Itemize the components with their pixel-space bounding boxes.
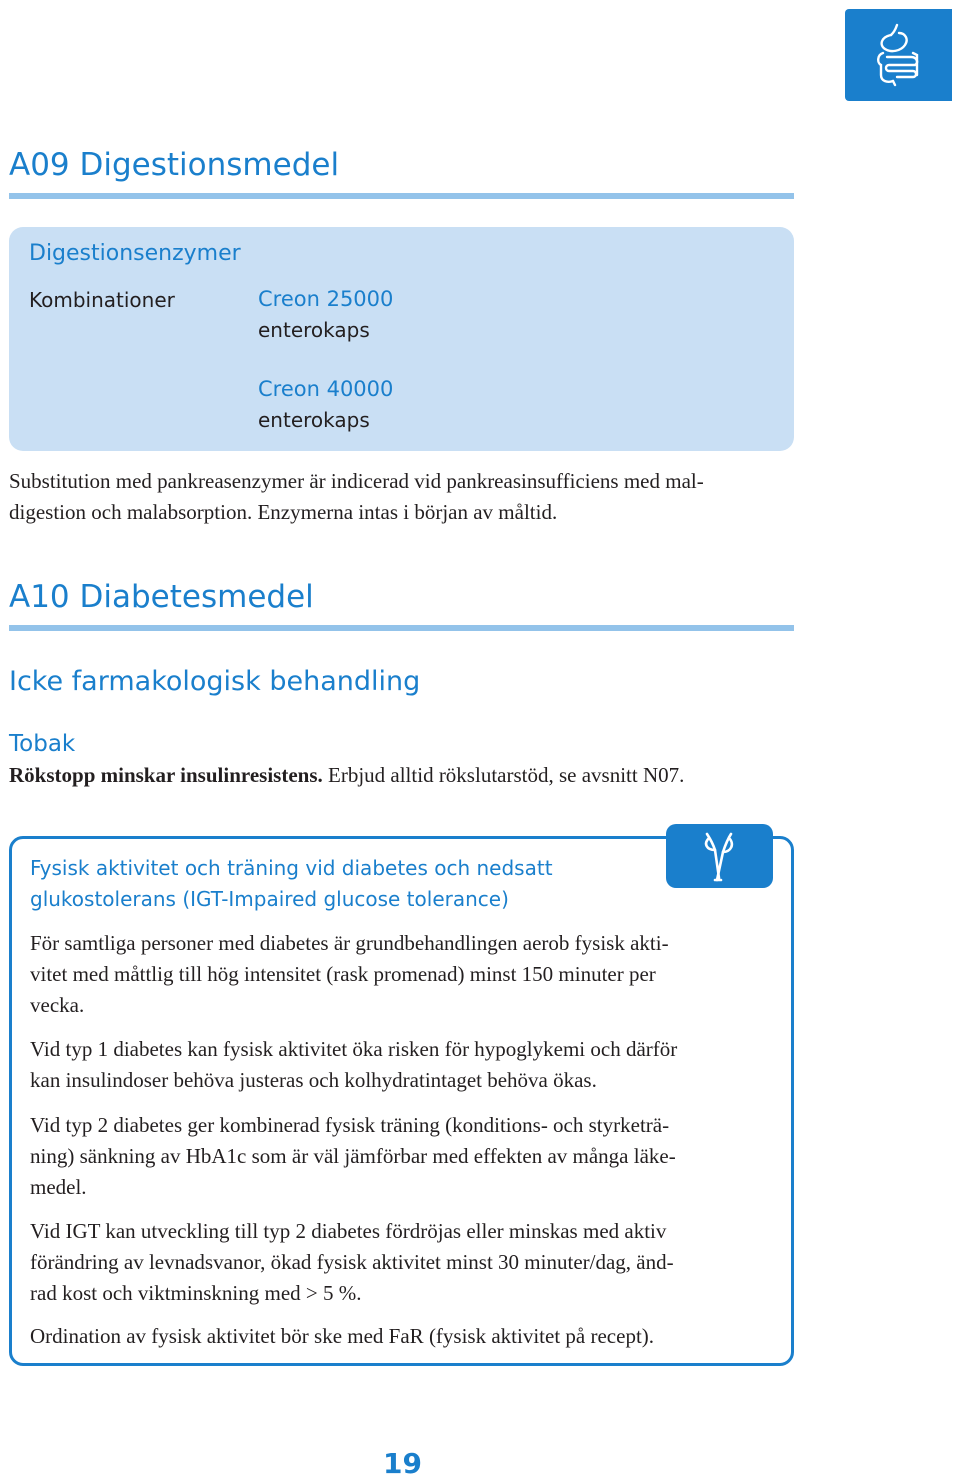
text-line: Substitution med pankreasenzymer är indicerad vid pankreasinsufficiens med mal- xyxy=(9,469,704,493)
text-line: vecka. xyxy=(30,993,85,1017)
text-line: digestion och malabsorption. Enzymerna intas i början av måltid. xyxy=(9,500,558,524)
activity-heading xyxy=(30,853,553,915)
activity-paragraph xyxy=(30,928,669,1021)
activity-badge xyxy=(666,824,773,888)
text-line: Vid IGT kan utveckling till typ 2 diabetes fördröjas eller minskas med aktiv xyxy=(30,1219,667,1243)
tobak-bold-text: Rökstopp minskar insulinresistens. xyxy=(9,763,323,787)
text-line: För samtliga personer med diabetes är grundbehandlingen aerob fysisk akti- xyxy=(30,931,669,955)
activity-paragraph xyxy=(30,1321,654,1352)
tobak-rest-text: Erbjud alltid rökslutarstöd, se avsnitt N07. xyxy=(322,763,685,787)
drug-name: Creon 25000 xyxy=(258,287,394,311)
tobak-text xyxy=(9,760,684,791)
drug-form: enterokaps xyxy=(258,318,370,342)
activity-paragraph xyxy=(30,1110,676,1203)
enzyme-box xyxy=(9,227,794,451)
activity-paragraph xyxy=(30,1216,674,1309)
page-number: 19 xyxy=(383,1447,422,1480)
digestive-system-icon xyxy=(871,23,927,87)
text-line: vitet med måttlig till hög intensitet (rask promenad) minst 150 minuter per xyxy=(30,962,656,986)
box-heading: Digestionsenzymer xyxy=(29,241,241,266)
tobak-heading: Tobak xyxy=(9,731,76,757)
section-rule xyxy=(9,193,794,199)
text-line: glukostolerans (IGT-Impaired glucose tolerance) xyxy=(30,887,509,911)
text-line: medel. xyxy=(30,1175,87,1199)
running-legs-icon xyxy=(699,830,739,884)
drug-form: enterokaps xyxy=(258,408,370,432)
section-rule xyxy=(9,625,794,631)
text-line: förändring av levnadsvanor, ökad fysisk aktivitet minst 30 minuter/dag, änd- xyxy=(30,1250,674,1274)
text-line: rad kost och viktminskning med > 5 %. xyxy=(30,1281,362,1305)
text-line: Vid typ 1 diabetes kan fysisk aktivitet öka risken för hypoglykemi och därför xyxy=(30,1037,678,1061)
category-label: Kombinationer xyxy=(29,288,175,312)
section-title-a10: A10 Diabetesmedel xyxy=(9,579,314,615)
subsection-title: Icke farmakologisk behandling xyxy=(9,666,421,697)
text-line: kan insulindoser behöva justeras och kolhydratintaget behöva ökas. xyxy=(30,1068,597,1092)
text-line: Fysisk aktivitet och träning vid diabetes och nedsatt xyxy=(30,856,553,880)
text-line: Vid typ 2 diabetes ger kombinerad fysisk träning (konditions- och styrketrä- xyxy=(30,1113,670,1137)
section-title-a09: A09 Digestionsmedel xyxy=(9,147,340,183)
activity-paragraph xyxy=(30,1034,677,1096)
text-line: ning) sänkning av HbA1c som är väl jämförbar med effekten av många läke- xyxy=(30,1144,676,1168)
chapter-tab xyxy=(845,9,952,101)
text-line: Ordination av fysisk aktivitet bör ske med FaR (fysisk aktivitet på recept). xyxy=(30,1324,655,1348)
a09-note xyxy=(9,466,704,528)
drug-name: Creon 40000 xyxy=(258,377,394,401)
